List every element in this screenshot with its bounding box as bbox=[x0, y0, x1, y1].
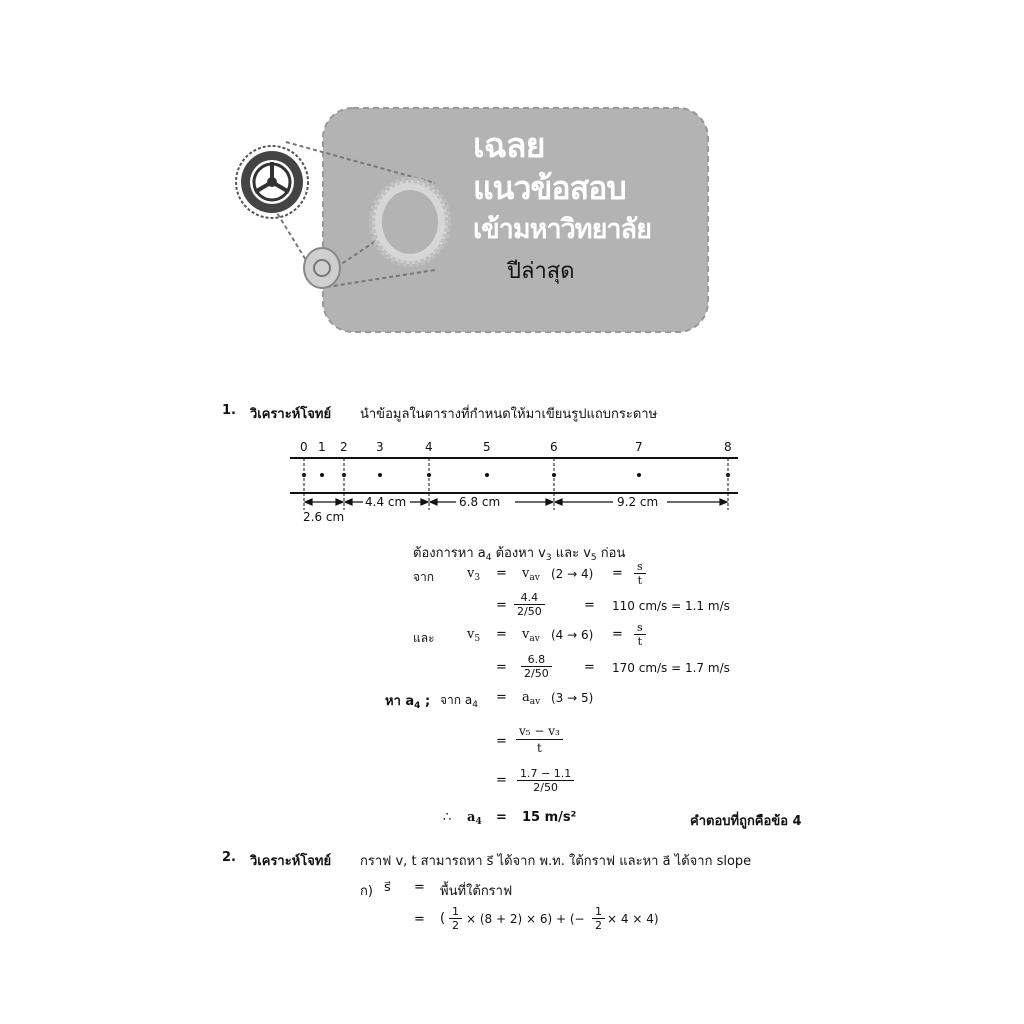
q2-intro: กราฟ v, t สามารถหา s⃗ ได้จาก พ.ท. ใต้กราฟ และหา a⃗ ได้จาก slope bbox=[360, 854, 752, 869]
banner-line4: ปีล่าสุด bbox=[507, 259, 575, 284]
aav-symbol: $a_{av}$ bbox=[522, 690, 541, 707]
gear-icon bbox=[236, 146, 308, 218]
eq-sign: = bbox=[496, 627, 507, 642]
tape-label-2: 2 bbox=[340, 440, 348, 454]
therefore-symbol: ∴ bbox=[443, 810, 452, 825]
tape-dot bbox=[485, 473, 489, 477]
eq-sign: = bbox=[496, 734, 507, 749]
s-vector: s⃗ bbox=[384, 880, 391, 895]
tape-label-5: 5 bbox=[483, 440, 491, 454]
fraction-v5-v3: $\frac{\text{v₅ − v₃}}{t}$ bbox=[516, 723, 563, 756]
fraction-6-8: $\frac{6.8}{2/50}$ bbox=[521, 653, 552, 680]
gear-ring-icon bbox=[372, 180, 448, 264]
expr-open: ( bbox=[440, 911, 446, 926]
range-2-4: (2 → 4) bbox=[551, 567, 594, 581]
find-a4-label: หา $a_4$ ; bbox=[385, 694, 431, 711]
banner-line2: แนวข้อสอบ bbox=[473, 169, 626, 207]
v3-symbol: $v_3$ bbox=[467, 566, 481, 583]
tape-dist-4-4: 4.4 cm bbox=[365, 495, 407, 509]
from-label: จาก bbox=[413, 570, 435, 584]
tape-label-0: 0 bbox=[300, 440, 308, 454]
tape-label-7: 7 bbox=[635, 440, 643, 454]
eq-sign: = bbox=[496, 773, 507, 788]
and-label: และ bbox=[413, 631, 435, 645]
eq-sign: = bbox=[496, 810, 507, 825]
vav-symbol: $v_{av}$ bbox=[522, 566, 540, 583]
eq-sign: = bbox=[612, 566, 623, 581]
area-text: พื้นที่ใต้กราฟ bbox=[440, 884, 513, 899]
tape-dot bbox=[427, 473, 431, 477]
expr-mid2: × 4 × 4) bbox=[607, 912, 659, 926]
from-a4: จาก $a_4$ bbox=[440, 693, 478, 710]
pulley-icon bbox=[304, 248, 340, 288]
tape-dist-6-8: 6.8 cm bbox=[459, 495, 501, 509]
eq-sign: = bbox=[612, 627, 623, 642]
tape-dot bbox=[637, 473, 641, 477]
banner-line3: เข้ามหาวิทยาลัย bbox=[473, 214, 651, 245]
banner-line1: เฉลย bbox=[473, 126, 545, 166]
tape-dot bbox=[552, 473, 556, 477]
q1-heading: วิเคราะห์โจทย์ bbox=[250, 407, 332, 422]
tape-dist-9-2: 9.2 cm bbox=[617, 495, 659, 509]
result-v3: 110 cm/s = 1.1 m/s bbox=[612, 599, 730, 613]
half-fraction: $\frac{1}{2}$ bbox=[449, 905, 462, 932]
answer-text: คำตอบที่ถูกคือข้อ 4 bbox=[690, 814, 802, 829]
s-over-t: $\frac{s}{t}$ bbox=[634, 560, 646, 587]
tape-dot bbox=[726, 473, 730, 477]
eq-sign: = bbox=[496, 690, 507, 705]
vav-symbol: $v_{av}$ bbox=[522, 627, 540, 644]
v5-symbol: $v_5$ bbox=[467, 627, 481, 644]
expr-mid1: × (8 + 2) × 6) + (− bbox=[466, 912, 585, 926]
s-over-t: $\frac{s}{t}$ bbox=[634, 621, 646, 648]
eq-sign: = bbox=[414, 912, 425, 927]
tape-dot bbox=[342, 473, 346, 477]
tape-label-8: 8 bbox=[724, 440, 732, 454]
tape-svg bbox=[285, 438, 745, 533]
eq-sign: = bbox=[496, 598, 507, 613]
q2-number: 2. bbox=[222, 850, 236, 865]
tape-dist-2-6: 2.6 cm bbox=[303, 510, 345, 524]
half-fraction: $\frac{1}{2}$ bbox=[592, 905, 605, 932]
eq-sign: = bbox=[584, 598, 595, 613]
range-3-5: (3 → 5) bbox=[551, 691, 594, 705]
q2-heading: วิเคราะห์โจทย์ bbox=[250, 854, 332, 869]
tape-dot bbox=[302, 473, 306, 477]
a4-value: 15 m/s² bbox=[522, 810, 577, 825]
range-4-6: (4 → 6) bbox=[551, 628, 594, 642]
q1-intro: นำข้อมูลในตารางที่กำหนดให้มาเขียนรูปแถบกระดาษ bbox=[360, 407, 658, 422]
eq-sign: = bbox=[414, 880, 425, 895]
tape-label-4: 4 bbox=[425, 440, 433, 454]
tape-label-1: 1 bbox=[318, 440, 326, 454]
q1-number: 1. bbox=[222, 403, 236, 418]
fraction-4-4: $\frac{4.4}{2/50}$ bbox=[514, 591, 545, 618]
tape-dot bbox=[320, 473, 324, 477]
result-v5: 170 cm/s = 1.7 m/s bbox=[612, 661, 730, 675]
need-line: ต้องการหา $a_4$ ต้องหา $v_3$ และ $v_5$ ก่อน bbox=[413, 546, 626, 563]
tape-label-3: 3 bbox=[376, 440, 384, 454]
eq-sign: = bbox=[584, 660, 595, 675]
tape-dot bbox=[378, 473, 382, 477]
q2-part-label: ก) bbox=[360, 884, 373, 899]
eq-sign: = bbox=[496, 660, 507, 675]
eq-sign: = bbox=[496, 566, 507, 581]
fraction-1-7-1-1: $\frac{1.7 - 1.1}{2/50}$ bbox=[517, 767, 574, 794]
tape-label-6: 6 bbox=[550, 440, 558, 454]
a4-final: $a_4$ bbox=[467, 810, 482, 827]
